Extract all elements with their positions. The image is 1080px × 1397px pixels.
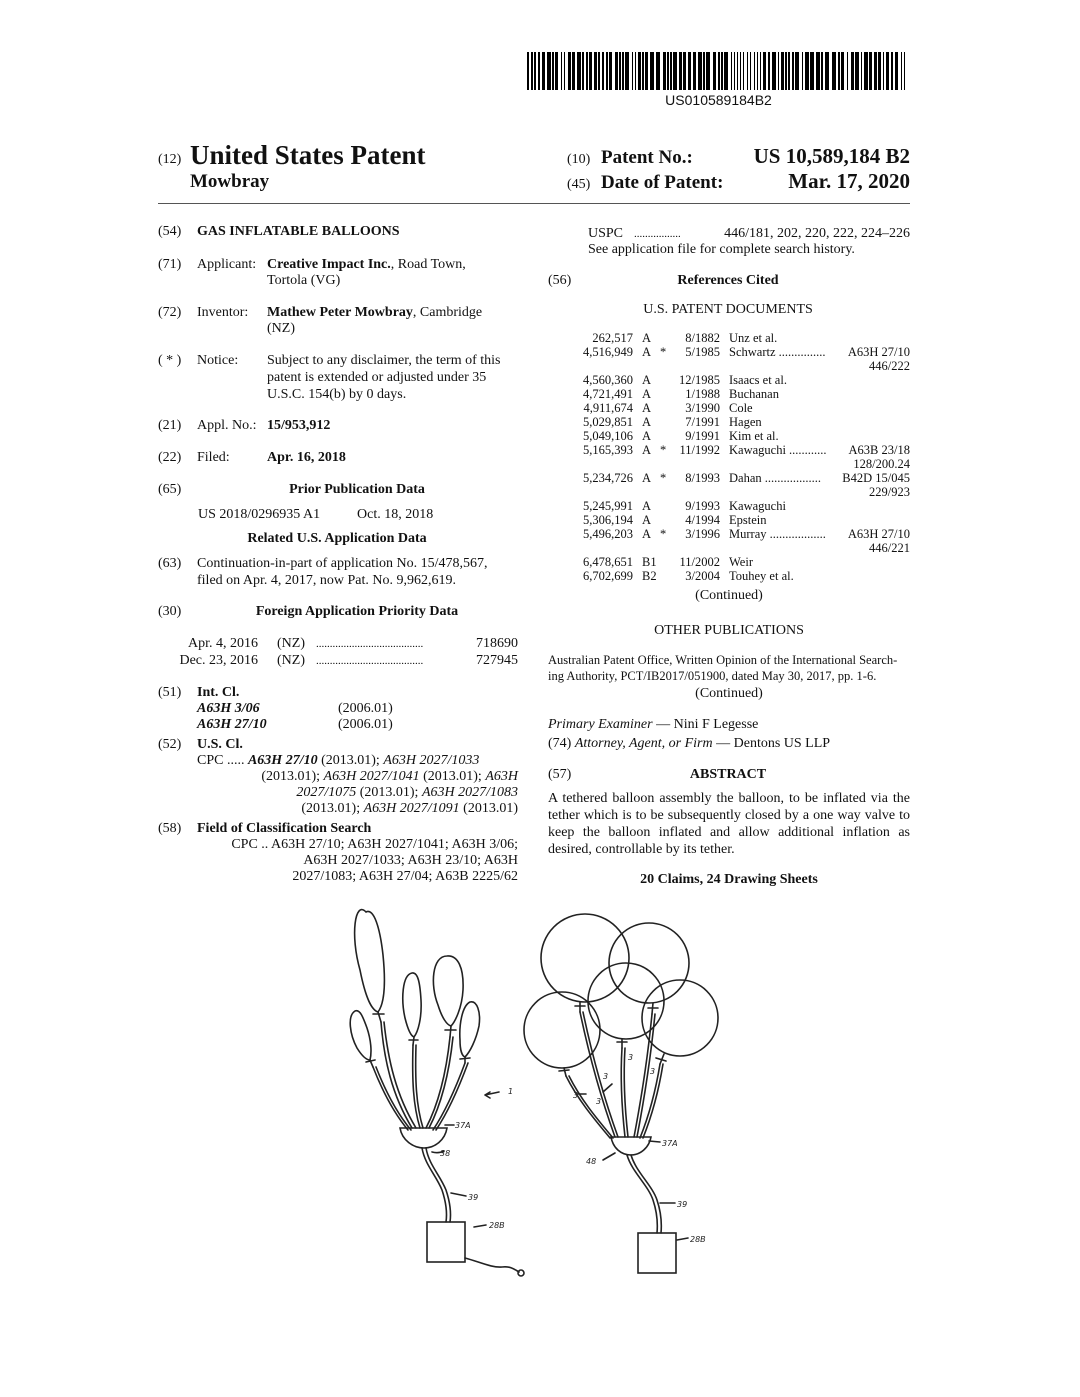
- ref-name: Murray ..................: [729, 527, 826, 541]
- ref-kind: A: [642, 443, 652, 457]
- valve-cup: [611, 1137, 651, 1155]
- cpc-version: (2013.01);: [301, 801, 361, 816]
- foreign-priority-heading: Foreign Application Priority Data: [255, 604, 459, 619]
- priority-date: Apr. 4, 2016: [188, 636, 258, 651]
- inventor-surname: Mowbray: [190, 171, 270, 192]
- ref-date: 5/1985: [685, 345, 720, 359]
- abstract-text: A tethered balloon assembly the balloon, to be inflated via the tether which is to be subsequently closed by a one way valve to keep the balloon inflated and allow additional inflation as desired, controllable by its tether.: [548, 791, 910, 857]
- ref-date: 3/1996: [685, 527, 720, 541]
- ref-kind: A: [642, 499, 652, 513]
- ref-number: 4,911,674: [583, 401, 633, 415]
- code-52: (52): [158, 737, 182, 752]
- references-heading: References Cited: [677, 273, 779, 288]
- ref-kind: A: [642, 331, 652, 345]
- related-heading: Related U.S. Application Data: [247, 531, 427, 546]
- code-71: (71): [158, 257, 182, 272]
- prior-pub-number: US 2018/0296935 A1: [198, 507, 321, 522]
- inventor-name: Mathew Peter Mowbray: [267, 305, 413, 320]
- ref-us-class: 446/222: [869, 359, 910, 373]
- ref-kind: A: [642, 429, 652, 443]
- other-pubs-heading: OTHER PUBLICATIONS: [654, 623, 804, 638]
- cpc-class: A63H 2027/1033: [383, 753, 480, 768]
- ref-label-28b: 28B: [489, 1221, 505, 1230]
- ref-name: Hagen: [729, 415, 762, 429]
- notice-line: Subject to any disclaimer, the term of this: [267, 353, 501, 368]
- valve-cup: [400, 1128, 447, 1148]
- int-cl-version: (2006.01): [338, 717, 393, 732]
- ref-label-1: 1: [508, 1087, 514, 1096]
- balloon-outline: [541, 914, 629, 1002]
- code-45: (45): [567, 177, 591, 192]
- code-10: (10): [567, 152, 591, 167]
- ref-name: Kawaguchi: [729, 499, 786, 513]
- ref-kind: A: [642, 471, 652, 485]
- ref-label-3: 3: [596, 1097, 602, 1106]
- balloon-outline: [433, 956, 463, 1026]
- cpc-version: (2013.01);: [423, 769, 482, 784]
- continued-note: (Continued): [695, 686, 763, 701]
- code-22: (22): [158, 450, 182, 465]
- prior-pub-date: Oct. 18, 2018: [357, 507, 434, 522]
- pump-box: [638, 1233, 676, 1273]
- ref-name: Unz et al.: [729, 331, 778, 345]
- code-56: (56): [548, 273, 572, 288]
- int-cl-class: A63H 27/10: [197, 717, 267, 732]
- balloon-outline: [355, 910, 385, 1012]
- int-cl-version: (2006.01): [338, 701, 393, 716]
- ref-kind: A: [642, 345, 652, 359]
- ref-date: 8/1993: [685, 471, 720, 485]
- cpc-version: (2013.01);: [321, 753, 380, 768]
- inventor-city: , Cambridge: [412, 305, 483, 320]
- patent-title: United States Patent: [190, 140, 426, 170]
- priority-number: 718690: [476, 636, 518, 651]
- patent-number: US 10,589,184 B2: [753, 144, 910, 168]
- cpc-version: (2013.01);: [261, 769, 321, 784]
- ref-label-3: 3: [603, 1072, 609, 1081]
- balloon-outline: [642, 980, 718, 1056]
- cpc-version: (2013.01);: [359, 785, 419, 800]
- ref-kind: A: [642, 401, 652, 415]
- inventor-line2: (NZ): [267, 321, 295, 336]
- continuation-line: Continuation-in-part of application No. 15/478,567,: [197, 556, 488, 571]
- notice-line: patent is extended or adjusted under 35: [267, 370, 487, 385]
- ref-class: A63H 27/10: [847, 345, 910, 359]
- ref-date: 7/1991: [685, 415, 720, 429]
- patent-date: Mar. 17, 2020: [788, 169, 910, 193]
- ref-number: 5,306,194: [583, 513, 633, 527]
- leader-dots: .................: [634, 228, 681, 240]
- priority-number: 727945: [476, 653, 518, 668]
- code-21: (21): [158, 418, 182, 433]
- leader-dots: .......................................: [316, 638, 424, 650]
- ref-number: 5,496,203: [583, 527, 633, 541]
- ref-star: *: [660, 471, 667, 485]
- filed-date: Apr. 16, 2018: [267, 450, 346, 465]
- cpc-prefix: CPC .....: [197, 753, 245, 768]
- ref-number: 6,702,699: [583, 569, 633, 583]
- ref-kind: A: [642, 373, 652, 387]
- balloon-outline: [403, 973, 421, 1037]
- appl-no: 15/953,912: [267, 418, 331, 433]
- priority-date: Dec. 23, 2016: [179, 653, 258, 668]
- applicant-label: Applicant:: [197, 257, 257, 272]
- code-58: (58): [158, 821, 182, 836]
- ref-date: 9/1991: [685, 429, 720, 443]
- ref-name: Weir: [729, 555, 753, 569]
- ref-date: 4/1994: [685, 513, 720, 527]
- us-cl-label: U.S. Cl.: [197, 737, 243, 752]
- applicant-city: , Road Town,: [390, 257, 466, 272]
- notice-label: Notice:: [197, 353, 239, 368]
- ref-label-28b: 28B: [690, 1235, 706, 1244]
- int-cl-class: A63H 3/06: [197, 701, 260, 716]
- ref-number: 5,234,726: [583, 471, 633, 485]
- code-63: (63): [158, 556, 182, 571]
- code-54: (54): [158, 224, 182, 239]
- cord-plug: [518, 1270, 524, 1276]
- us-patents-heading: U.S. PATENT DOCUMENTS: [643, 302, 813, 317]
- ref-label-39: 39: [677, 1200, 688, 1209]
- ref-kind: A: [642, 387, 652, 401]
- notice-line: U.S.C. 154(b) by 0 days.: [267, 387, 407, 402]
- ref-us-class: 446/221: [869, 541, 910, 555]
- ref-label-3: 3: [628, 1053, 634, 1062]
- code-74: (74): [548, 736, 572, 751]
- ref-date: 9/1993: [685, 499, 720, 513]
- date-label: Date of Patent:: [601, 172, 724, 193]
- ref-kind: A: [642, 415, 652, 429]
- ref-number: 4,560,360: [583, 373, 633, 387]
- ref-date: 11/1992: [679, 443, 720, 457]
- ref-kind: B2: [642, 569, 657, 583]
- ref-name: Dahan ..................: [729, 471, 821, 485]
- ref-kind: A: [642, 513, 652, 527]
- ref-us-class: 128/200.24: [853, 457, 910, 471]
- applicant-line2: Tortola (VG): [267, 273, 341, 288]
- ref-kind: B1: [642, 555, 657, 569]
- ref-name: Kim et al.: [729, 429, 779, 443]
- ref-label-37a: 37A: [455, 1121, 471, 1130]
- ref-label-38: 38: [440, 1149, 451, 1158]
- attorney-name: — Dentons US LLP: [712, 736, 831, 751]
- ref-name: Buchanan: [729, 387, 779, 401]
- cpc-class: A63H 2027/1083: [421, 785, 518, 800]
- code-65: (65): [158, 482, 182, 497]
- cpc-class: A63H 27/10: [247, 753, 318, 768]
- examiner-name: — Nini F Legesse: [652, 717, 759, 732]
- field-search-label: Field of Classification Search: [197, 821, 372, 836]
- ref-number: 262,517: [592, 331, 633, 345]
- ref-class: A63H 27/10: [847, 527, 910, 541]
- cpc-class: 2027/1075: [296, 785, 357, 800]
- ref-number: 6,478,651: [583, 555, 633, 569]
- ref-date: 1/1988: [685, 387, 720, 401]
- ref-name: Epstein: [729, 513, 767, 527]
- invention-title: GAS INFLATABLE BALLOONS: [197, 224, 400, 239]
- field-search-line: 2027/1083; A63H 27/04; A63B 2225/62: [292, 869, 518, 884]
- ref-date: 3/2004: [685, 569, 720, 583]
- ref-star: *: [660, 527, 667, 541]
- ref-number: 5,049,106: [583, 429, 633, 443]
- priority-country: (NZ): [277, 653, 305, 668]
- ref-name: Touhey et al.: [729, 569, 794, 583]
- code-30: (30): [158, 604, 182, 619]
- leader-dots: .......................................: [316, 655, 424, 667]
- claims-count: 20 Claims, 24 Drawing Sheets: [640, 872, 818, 887]
- patent-no-label: Patent No.:: [601, 147, 693, 168]
- balloon-outline: [460, 1002, 480, 1057]
- ref-us-class: 229/923: [869, 485, 910, 499]
- appl-no-label: Appl. No.:: [197, 418, 257, 433]
- ref-name: Schwartz ...............: [729, 345, 826, 359]
- attorney-label: Attorney, Agent, or Firm: [574, 736, 713, 751]
- search-history-note: See application file for complete search history.: [588, 242, 855, 257]
- prior-pub-heading: Prior Publication Data: [289, 482, 425, 497]
- inventor-label: Inventor:: [197, 305, 249, 320]
- continued-note: (Continued): [695, 588, 763, 603]
- ref-label-3: 3: [650, 1067, 656, 1076]
- other-pub-line: Australian Patent Office, Written Opinion of the International Search-: [548, 653, 898, 667]
- code-57: (57): [548, 767, 572, 782]
- ref-class: A63B 23/18: [848, 443, 910, 457]
- code-72: (72): [158, 305, 182, 320]
- other-pub-line: ing Authority, PCT/IB2017/051900, dated May 30, 2017, pp. 1-6.: [548, 669, 877, 683]
- ref-name: Cole: [729, 401, 753, 415]
- ref-name: Isaacs et al.: [729, 373, 787, 387]
- uspc-label: USPC: [588, 226, 624, 241]
- field-search-line: CPC .. A63H 27/10; A63H 2027/1041; A63H 3/06;: [231, 837, 518, 852]
- code-51: (51): [158, 685, 182, 700]
- ref-number: 5,029,851: [583, 415, 633, 429]
- cpc-class: A63H: [485, 769, 518, 784]
- barcode-number: US010589184B2: [665, 92, 772, 108]
- ref-star: *: [660, 345, 667, 359]
- int-cl-label: Int. Cl.: [197, 685, 240, 700]
- code-12: (12): [158, 152, 182, 167]
- cpc-class: A63H 2027/1041: [323, 769, 420, 784]
- ref-date: 3/1990: [685, 401, 720, 415]
- ref-label-48: 48: [586, 1157, 597, 1166]
- ref-date: 8/1882: [685, 331, 720, 345]
- ref-number: 4,516,949: [583, 345, 633, 359]
- abstract-heading: ABSTRACT: [689, 767, 767, 782]
- ref-number: 5,165,393: [583, 443, 633, 457]
- field-search-line: A63H 2027/1033; A63H 23/10; A63H: [303, 853, 518, 868]
- continuation-line: filed on Apr. 4, 2017, now Pat. No. 9,962,619.: [197, 573, 456, 588]
- ref-date: 11/2002: [679, 555, 720, 569]
- examiner-label: Primary Examiner: [548, 717, 653, 732]
- ref-label-3: 3: [573, 1091, 579, 1100]
- ref-star: *: [660, 443, 667, 457]
- filed-label: Filed:: [197, 450, 230, 465]
- pump-box: [427, 1222, 465, 1262]
- cpc-version: (2013.01): [463, 801, 518, 816]
- applicant-name: Creative Impact Inc.: [267, 257, 391, 272]
- priority-country: (NZ): [277, 636, 305, 651]
- code-notice: ( * ): [158, 353, 182, 368]
- ref-number: 4,721,491: [583, 387, 633, 401]
- cpc-class: A63H 2027/1091: [363, 801, 460, 816]
- ref-name: Kawaguchi ............: [729, 443, 827, 457]
- ref-date: 12/1985: [679, 373, 720, 387]
- ref-label-37a: 37A: [662, 1139, 678, 1148]
- uspc-value: 446/181, 202, 220, 222, 224–226: [724, 226, 910, 241]
- balloon-outline: [350, 1011, 371, 1060]
- ref-kind: A: [642, 527, 652, 541]
- ref-label-39: 39: [468, 1193, 479, 1202]
- ref-class: B42D 15/045: [842, 471, 910, 485]
- ref-number: 5,245,991: [583, 499, 633, 513]
